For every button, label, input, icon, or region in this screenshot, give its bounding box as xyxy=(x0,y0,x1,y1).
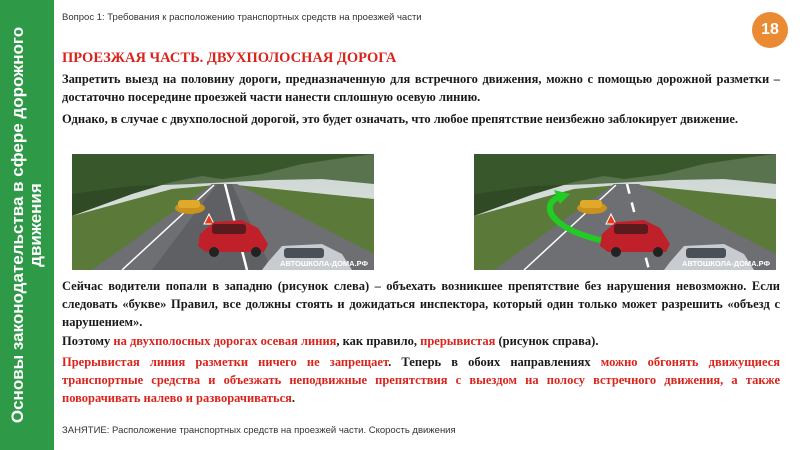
text-span: , как правило, xyxy=(336,334,421,348)
text-span: . xyxy=(291,391,296,405)
sidebar-title: Основы законодательства в сфере дорожного движения xyxy=(8,26,45,424)
watermark-left: АВТОШКОЛА-ДОМА.РФ xyxy=(280,259,368,268)
highlight-span: можно обгонять движущиеся транспортные средства и объезжать неподвижные препятствия с выездом на полосу встречного движения, а также поворачивать налево и разворачиваться xyxy=(62,355,780,405)
section-heading: ПРОЕЗЖАЯ ЧАСТЬ. ДВУХПОЛОСНАЯ ДОРОГА xyxy=(62,50,397,66)
slide-number-badge: 18 xyxy=(752,12,788,48)
paragraph-trap: Сейчас водители попали в западню (рисунок слева) – объехать возникшее препятствие без нарушения невозможно. Если следовать «букве» Правил, все должны стоять и дожидаться инспектора, который один только может разрешить «объезд с нарушением». xyxy=(62,279,780,329)
road-image-solid-line xyxy=(72,154,374,270)
highlight-span: прерывистая xyxy=(420,334,496,348)
paragraph-two-lane: Однако, в случае с двухполосной дорогой, это будет означать, что любое препятствие неизбежно заблокирует движение. xyxy=(62,112,739,126)
paragraph-intro: Запретить выезд на половину дороги, предназначенную для встречного движения, можно с помощью дорожной разметки – достаточно посередине проезжей части нанести сплошную осевую линию. xyxy=(62,72,780,104)
paragraph-dashed-axis xyxy=(62,332,780,350)
watermark-right: АВТОШКОЛА-ДОМА.РФ xyxy=(682,259,770,268)
question-title: Вопрос 1: Требования к расположению транспортных средств на проезжей части xyxy=(62,12,422,23)
sidebar xyxy=(0,0,54,450)
paragraph-permissions xyxy=(62,353,780,407)
text-span: . Теперь в обоих направлениях xyxy=(388,355,601,369)
road-image-dashed-line xyxy=(474,154,776,270)
footer-lesson: ЗАНЯТИЕ: Расположение транспортных средств на проезжей части. Скорость движения xyxy=(62,425,456,436)
text-span: Поэтому xyxy=(62,334,114,348)
highlight-span: Прерывистая линия разметки ничего не запрещает xyxy=(62,355,389,369)
text-span: (рисунок справа). xyxy=(495,334,599,348)
highlight-span: на двухполосных дорогах осевая линия xyxy=(113,334,337,348)
